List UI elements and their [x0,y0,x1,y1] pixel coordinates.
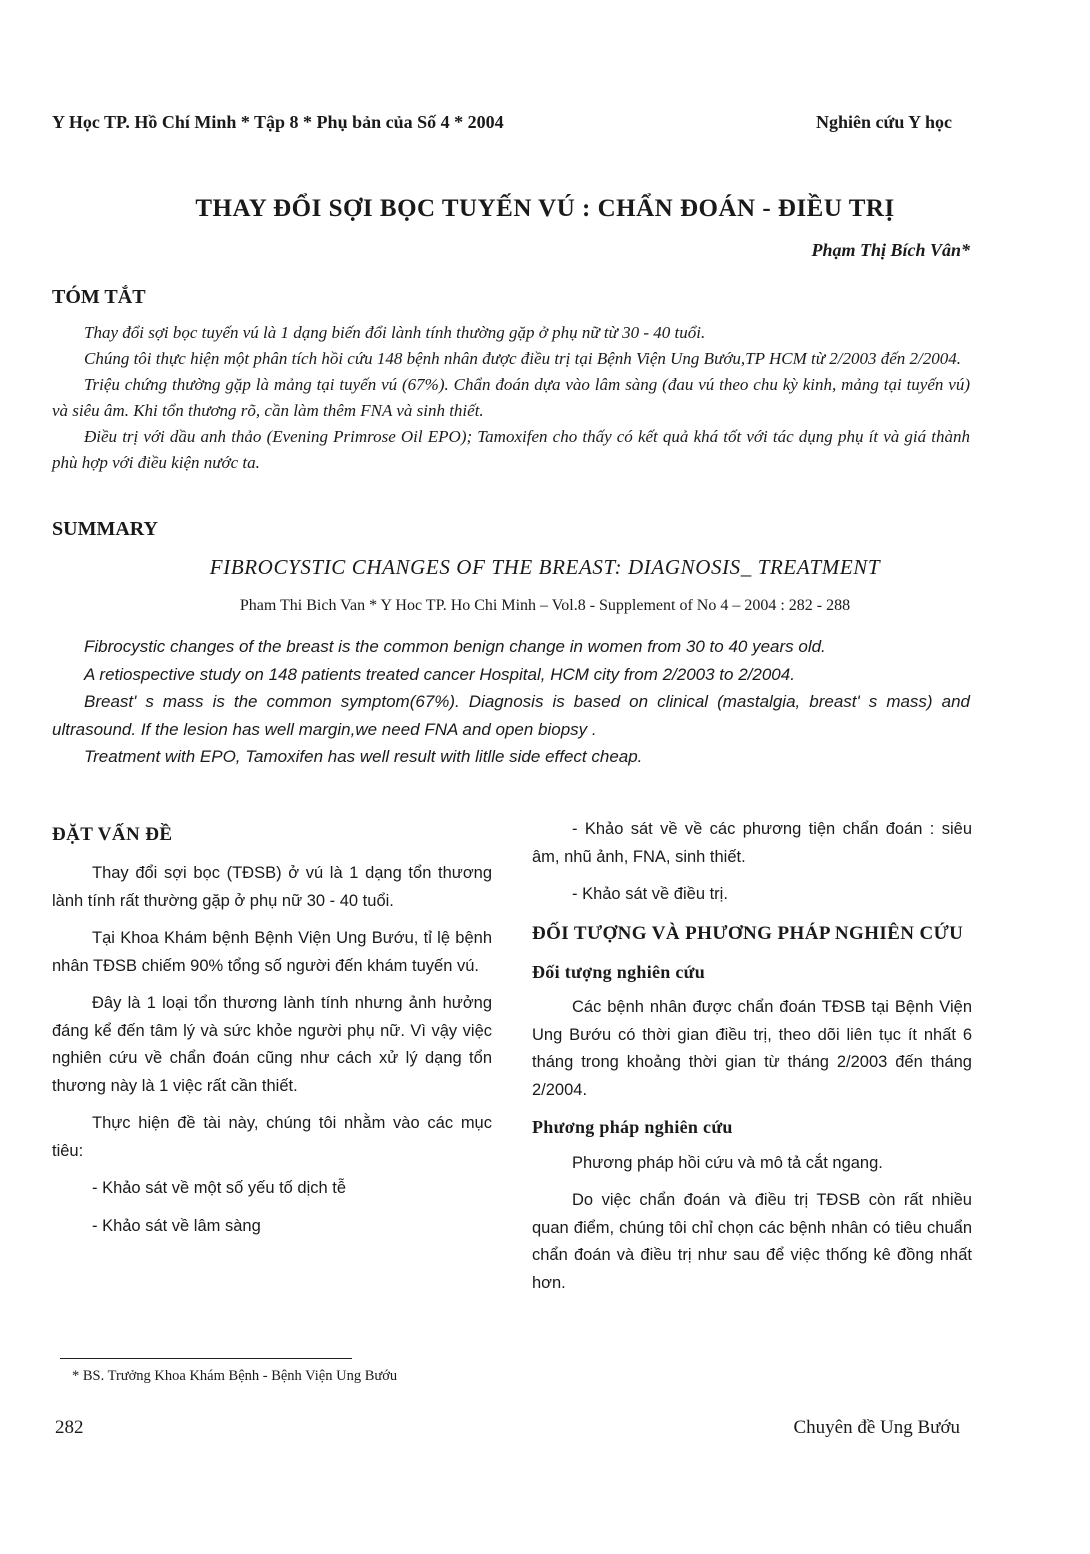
body-paragraph: Tại Khoa Khám bệnh Bệnh Viện Ung Bướu, tỉ lệ bệnh nhân TĐSB chiếm 90% tổng số người đến khám tuyến vú. [52,929,492,975]
page-number: 282 [55,1417,84,1438]
summary-paragraph: Fibrocystic changes of the breast is the common benign change in women from 30 to 40 years old. [84,637,826,656]
objective-item: - Khảo sát về về các phương tiện chẩn đoán : siêu âm, nhũ ảnh, FNA, sinh thiết. [532,820,972,866]
summary-citation: Pham Thi Bich Van * Y Hoc TP. Ho Chi Minh – Vol.8 - Supplement of No 4 – 2004 : 282 - 288 [239,597,851,614]
abstract-paragraph: Chúng tôi thực hiện một phân tích hồi cứu 148 bệnh nhân được điều trị tại Bệnh Viện Ung Bướu,TP HCM từ 2/2003 đến 2/2004. [84,349,961,368]
section-heading: ĐỐI TƯỢNG VÀ PHƯƠNG PHÁP NGHIÊN CỨU [532,922,964,944]
summary-title: FIBROCYSTIC CHANGES OF THE BREAST: DIAGNOSIS_ TREATMENT [209,555,881,579]
objective-item: - Khảo sát về một số yếu tố dịch tễ [92,1179,347,1197]
body-paragraph: Các bệnh nhân được chẩn đoán TĐSB tại Bệnh Viện Ung Bướu có thời gian điều trị, theo dõi liên tục ít nhất 6 tháng trong khoảng thời gian từ tháng 2/2003 đến tháng 2/2004. [532,998,972,1099]
abstract-paragraph: Thay đổi sợi bọc tuyến vú là 1 dạng biến đổi lành tính thường gặp ở phụ nữ từ 30 - 40 tuổi. [84,323,706,342]
abstract-paragraph: Điều trị với dầu anh thảo (Evening Primrose Oil EPO); Tamoxifen cho thấy có kết quả khá tốt với tác dụng phụ ít và giá thành phù hợp với điều kiện nước ta. [52,427,970,472]
abstract-heading: TÓM TẮT [52,286,146,308]
footer-section-label: Chuyên đề Ung Bướu [793,1417,960,1438]
author-footnote: * BS. Trưởng Khoa Khám Bệnh - Bệnh Viện Ung Bướu [72,1368,398,1384]
summary-paragraph: A retiospective study on 148 patients treated cancer Hospital, HCM city from 2/2003 to 2/2004. [84,664,795,684]
body-paragraph: Do việc chẩn đoán và điều trị TĐSB còn rất nhiều quan điểm, chúng tôi chỉ chọn các bệnh nhân có tiêu chuẩn chẩn đoán và điều trị như sau để việc thống kê đồng nhất hơn. [532,1191,972,1292]
summary-paragraph: Breast' s mass is the common symptom(67%). Diagnosis is based on clinical (mastalgia, breast' s mass) and ultrasound. If the lesion has well margin,we need FNA and open biopsy . [52,692,970,739]
body-paragraph: Thay đổi sợi bọc (TĐSB) ở vú là 1 dạng tổn thương lành tính rất thường gặp ở phụ nữ 30 - 40 tuổi. [52,864,492,910]
footnote-divider [60,1358,352,1359]
subsection-heading: Phương pháp nghiên cứu [532,1117,733,1137]
body-paragraph: Đây là 1 loại tổn thương lành tính nhưng ảnh hưởng đáng kể đến tâm lý và sức khỏe người phụ nữ. Vì vậy việc nghiên cứu về chẩn đoán cũng như cách xử lý dạng tổn thương này là 1 việc rất cần thiết. [52,994,492,1095]
journal-section-label: Nghiên cứu Y học [816,112,952,132]
abstract-vi [52,320,970,476]
journal-header: Y Học TP. Hồ Chí Minh * Tập 8 * Phụ bản của Số 4 * 2004 [52,112,504,132]
summary-body [52,633,970,771]
objective-item: - Khảo sát về lâm sàng [92,1216,261,1235]
abstract-paragraph: Triệu chứng thường gặp là mảng tại tuyến vú (67%). Chẩn đoán dựa vào lâm sàng (đau vú theo chu kỳ kinh, mảng tại tuyến vú) và siêu âm. Khi tổn thương rõ, cần làm thêm FNA và sinh thiết. [52,375,970,420]
body-paragraph: Phương pháp hồi cứu và mô tả cắt ngang. [572,1153,883,1172]
summary-paragraph: Treatment with EPO, Tamoxifen has well result with litlle side effect cheap. [84,747,643,766]
right-column [532,816,972,1307]
left-column [52,816,492,1250]
subsection-heading: Đối tượng nghiên cứu [532,961,706,982]
section-heading: ĐẶT VẤN ĐỀ [52,824,173,845]
article-title: THAY ĐỔI SỢI BỌC TUYẾN VÚ : CHẨN ĐOÁN - ĐIỀU TRỊ [195,195,895,222]
article-author: Phạm Thị Bích Vân* [811,240,970,260]
body-paragraph: Thực hiện đề tài này, chúng tôi nhằm vào các mục tiêu: [52,1114,492,1160]
objective-item: - Khảo sát về điều trị. [572,885,728,903]
summary-heading: SUMMARY [52,518,158,540]
